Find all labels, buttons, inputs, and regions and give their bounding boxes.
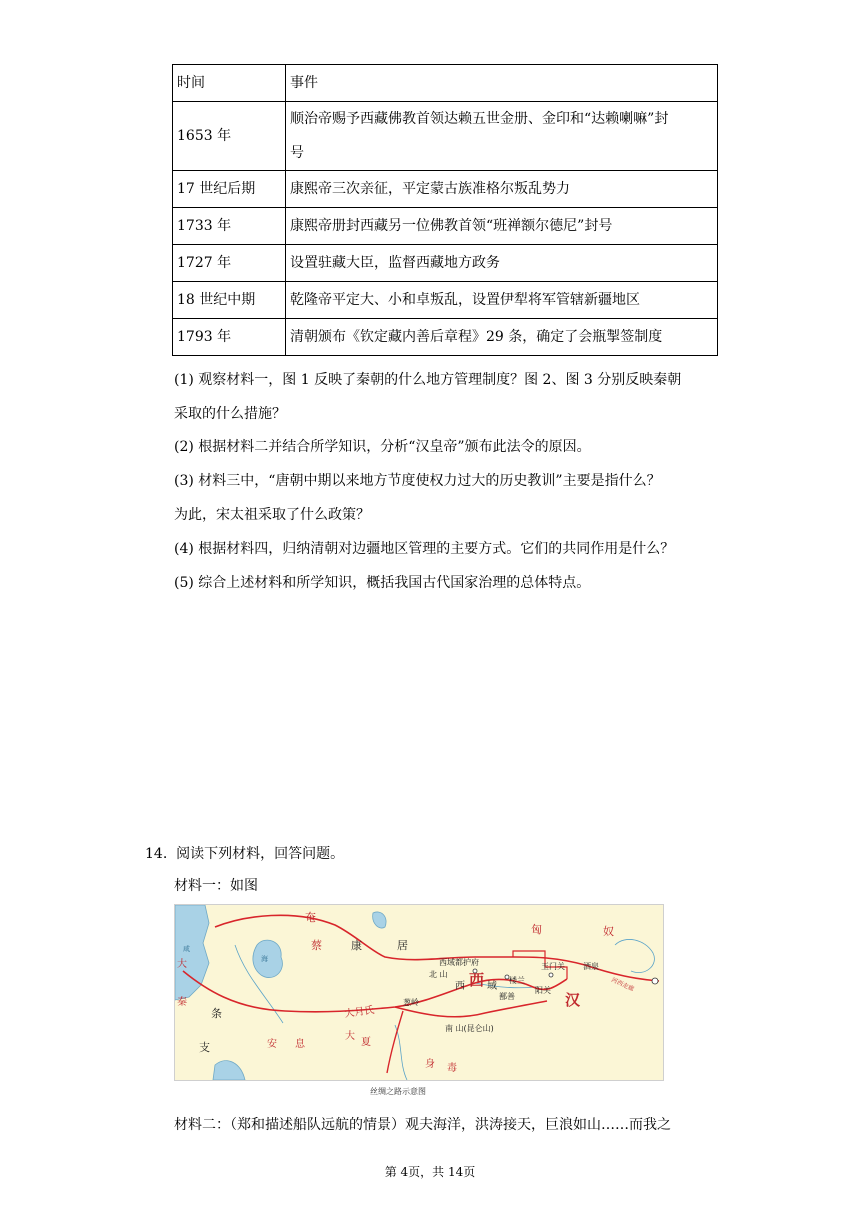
row-time: 1793 年 [173, 319, 286, 356]
page-footer: 第 4页，共 14页 [384, 1165, 476, 1179]
table-row [173, 319, 718, 356]
material-2: 材料二：（郑和描述船队远航的情景）观夫海洋，洪涛接天，巨浪如山……而我之 [174, 1117, 671, 1133]
label-dayuezhi: 大月氏 [343, 1004, 376, 1020]
label-duhu: 西域都护府 [439, 958, 479, 967]
row-event-line2: 号 [290, 145, 304, 161]
label-sea-2: 海 [261, 955, 268, 963]
label-shendu-1: 身 [425, 1059, 435, 1070]
city-marker-changan [652, 978, 658, 984]
table-header-row [173, 65, 718, 102]
row-time: 1727 年 [173, 245, 286, 282]
label-xiongnu-1: 匈 [531, 923, 542, 936]
label-beishan: 北 山 [429, 970, 448, 979]
row-time: 1653 年 [173, 102, 286, 171]
route-branch [387, 1011, 403, 1073]
label-shendu-2: 毒 [447, 1063, 457, 1074]
header-event: 事件 [286, 65, 718, 102]
label-cai: 蔡 [311, 939, 322, 952]
question-4: (4) 根据材料四，归纳清朝对边疆地区管理的主要方式。它们的共同作用是什么？ [174, 541, 675, 557]
label-han: 汉 [565, 991, 581, 1009]
row-event: 清朝颁布《钦定藏内善后章程》29 条，确定了会瓶掣签制度 [286, 319, 718, 356]
label-kang: 康 [351, 939, 362, 952]
row-time: 18 世纪中期 [173, 282, 286, 319]
silk-road-map [175, 905, 663, 1080]
question-3-line1: (3) 材料三中，“唐朝中期以来地方节度使权力过大的历史教训”主要是指什么？ [174, 473, 661, 489]
label-an: 安 [267, 1039, 277, 1050]
lake-balkhash [373, 912, 386, 928]
label-nanshan: 南 山(昆仑山) [445, 1024, 494, 1033]
table-row [173, 171, 718, 208]
label-xi-breath: 息 [295, 1039, 305, 1050]
row-event [286, 102, 718, 171]
label-xiyu-2: 域 [487, 981, 497, 992]
question-number: 14. [145, 846, 168, 862]
row-event-line1: 顺治帝赐予西藏佛教首领达赖五世金册、金印和“达赖喇嘛”封 [290, 111, 669, 127]
label-hexi: 河西走廊 [610, 976, 635, 993]
label-xiyu-1: 西 [455, 981, 465, 992]
label-ju: 居 [397, 939, 408, 952]
label-yangguan: 阳关 [535, 986, 551, 995]
table-row [173, 102, 718, 171]
label-shanshan: 鄯善 [499, 992, 515, 1001]
label-da: 大 [177, 959, 187, 970]
label-qin: 秦 [177, 997, 187, 1008]
city-marker-yumen [549, 973, 553, 977]
question-14-heading [145, 843, 344, 863]
row-event: 康熙帝册封西藏另一位佛教首领“班禅额尔德尼”封号 [286, 208, 718, 245]
question-2: (2) 根据材料二并结合所学知识，分析“汉皇帝”颁布此法令的原因。 [174, 439, 591, 455]
label-sea-1: 咸 [183, 945, 190, 953]
label-daxia-1: 大 [345, 1031, 355, 1042]
question-prompt: 阅读下列材料，回答问题。 [176, 846, 345, 862]
label-daxia-2: 夏 [361, 1037, 371, 1048]
label-yumen: 玉门关 [541, 962, 565, 971]
label-yan: 奄 [305, 911, 316, 924]
persian-gulf [213, 1061, 245, 1080]
river-yellow [615, 939, 654, 972]
label-loulan: 楼兰 [509, 976, 525, 985]
events-table [172, 64, 718, 356]
row-time: 17 世纪后期 [173, 171, 286, 208]
row-event: 康熙帝三次亲征，平定蒙古族准格尔叛乱势力 [286, 171, 718, 208]
question-1-line2: 采取的什么措施？ [174, 406, 286, 422]
question-1-line1: (1) 观察材料一，图 1 反映了秦朝的什么地方管理制度？图 2、图 3 分别反映秦朝 [174, 372, 682, 388]
table-row [173, 245, 718, 282]
label-cong: 葱岭 [403, 998, 419, 1007]
question-3-line2: 为此，宋太祖采取了什么政策？ [174, 507, 370, 523]
table-row [173, 282, 718, 319]
row-time: 1733 年 [173, 208, 286, 245]
material-1-label: 材料一：如图 [174, 878, 258, 894]
map-caption: 丝绸之路示意图 [370, 1087, 426, 1096]
header-time: 时间 [173, 65, 286, 102]
label-jiuquan: 酒泉 [583, 962, 599, 971]
label-tiao: 条 [211, 1007, 222, 1020]
label-zhi: 支 [199, 1041, 210, 1054]
row-event: 设置驻藏大臣，监督西藏地方政务 [286, 245, 718, 282]
row-event: 乾隆帝平定大、小和卓叛乱，设置伊犁将军管辖新疆地区 [286, 282, 718, 319]
label-xi-big: 西 [469, 971, 485, 989]
table-row [173, 208, 718, 245]
label-xiongnu-2: 奴 [603, 925, 614, 938]
question-5: (5) 综合上述材料和所学知识，概括我国古代国家治理的总体特点。 [174, 575, 591, 591]
